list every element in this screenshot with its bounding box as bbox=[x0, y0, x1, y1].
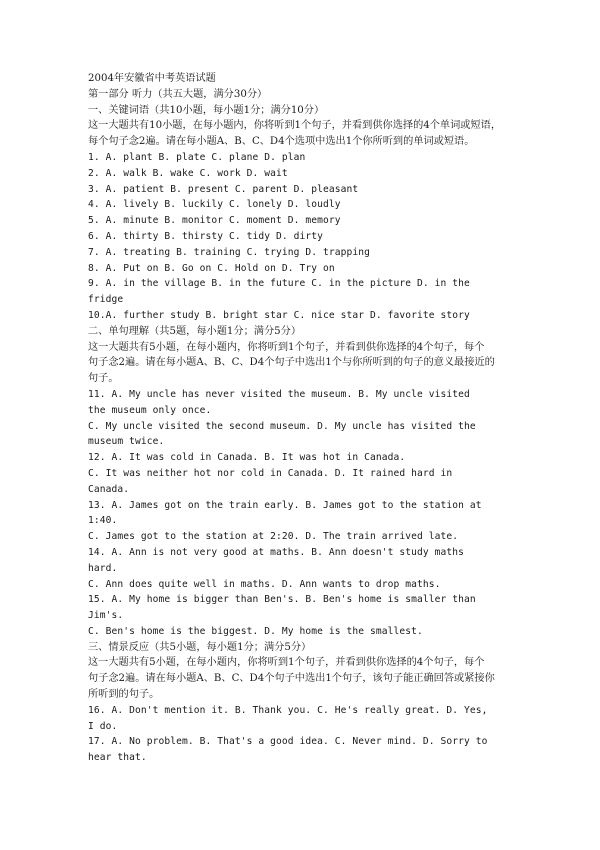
section-instructions: 句子念2遍。请在每小题A、B、C、D4个句子中选出1个与你所听到的句子的意义最接近的 bbox=[88, 357, 495, 369]
question-line: 11. A. My uncle has never visited the museum. B. My uncle visited bbox=[88, 388, 470, 400]
document-title: 2004年安徽省中考英语试题 bbox=[88, 73, 216, 84]
question-line: C. Ann does quite well in maths. D. Ann wants to drop maths. bbox=[88, 578, 441, 590]
section-instructions: 每个句子念2遍。请在每小题A、B、C、D4个选项中选出1个你所听到的单词或短语。 bbox=[88, 136, 475, 148]
section-heading: 一、关键词语（共10小题，每小题1分；满分10分） bbox=[88, 104, 325, 116]
question-line: C. My uncle visited the second museum. D. My uncle has visited the bbox=[88, 420, 476, 432]
section-instructions: 这一大题共有5小题，在每小题内，你将听到1个句子，并看到供你选择的4个句子，每个 bbox=[88, 341, 485, 353]
question-line: I do. bbox=[88, 720, 118, 732]
question-line: 15. A. My home is bigger than Ben's. B. Ben's home is smaller than bbox=[88, 594, 476, 606]
question-line: the museum only once. bbox=[88, 404, 212, 416]
question-line: 1. A. plant B. plate C. plane D. plan bbox=[88, 151, 306, 163]
question-line: 9. A. in the village B. in the future C. in the picture D. in the bbox=[88, 278, 470, 290]
question-line: Jim's. bbox=[88, 610, 124, 622]
question-line: hard. bbox=[88, 562, 118, 574]
question-line: C. James got to the station at 2:20. D. The train arrived late. bbox=[88, 531, 459, 543]
question-line: hear that. bbox=[88, 752, 147, 764]
question-line: C. Ben's home is the biggest. D. My home is the smallest. bbox=[88, 625, 423, 637]
section-heading: 三、情景反应（共5小题，每小题1分；满分5分） bbox=[88, 641, 312, 653]
question-line: 10.A. further study B. bright star C. nice star D. favorite story bbox=[88, 309, 470, 321]
section-heading: 二、单句理解（共5题，每小题1分；满分5分） bbox=[88, 325, 302, 337]
question-line: 14. A. Ann is not very good at maths. B. Ann doesn't study maths bbox=[88, 546, 465, 558]
question-line: 5. A. minute B. monitor C. moment D. memory bbox=[88, 215, 341, 227]
question-line: 3. A. patient B. present C. parent D. pleasant bbox=[88, 183, 359, 195]
section-instructions: 这一大题共有5小题，在每小题内，你将听到1个句子，并看到供你选择的4个句子，每个 bbox=[88, 657, 485, 669]
question-line: 12. A. It was cold in Canada. B. It was hot in Canada. bbox=[88, 452, 406, 464]
question-line: 17. A. No problem. B. That's a good idea. C. Never mind. D. Sorry to bbox=[88, 736, 488, 748]
question-line: museum twice. bbox=[88, 436, 165, 448]
part-heading: 第一部分 听力（共五大题，满分30分） bbox=[88, 88, 268, 100]
document-body bbox=[88, 71, 508, 766]
question-line: 1:40. bbox=[88, 515, 118, 527]
question-line: 6. A. thirty B. thirsty C. tidy D. dirty bbox=[88, 230, 324, 242]
question-line: 8. A. Put on B. Go on C. Hold on D. Try on bbox=[88, 262, 335, 274]
section-instructions: 这一大题共有10小题，在每小题内，你将听到1个句子，并看到供你选择的4个单词或短语， bbox=[88, 120, 502, 132]
section-instructions: 所听到的句子。 bbox=[88, 689, 160, 701]
question-line: fridge bbox=[88, 294, 124, 306]
question-line: 4. A. lively B. luckily C. lonely D. loudly bbox=[88, 199, 341, 211]
question-line: C. It was neither hot nor cold in Canada. D. It rained hard in bbox=[88, 467, 453, 479]
question-line: 2. A. walk B. wake C. work D. wait bbox=[88, 167, 288, 179]
question-line: 13. A. James got on the train early. B. James got to the station at bbox=[88, 499, 482, 511]
question-line: 7. A. treating B. training C. trying D. trapping bbox=[88, 246, 371, 258]
question-line: Canada. bbox=[88, 483, 130, 495]
section-instructions: 句子念2遍。请在每小题A、B、C、D4个句子中选出1个句子，该句子能正确回答或紧接你 bbox=[88, 673, 495, 685]
section-instructions: 句子。 bbox=[88, 373, 119, 385]
question-line: 16. A. Don't mention it. B. Thank you. C. He's really great. D. Yes, bbox=[88, 704, 488, 716]
